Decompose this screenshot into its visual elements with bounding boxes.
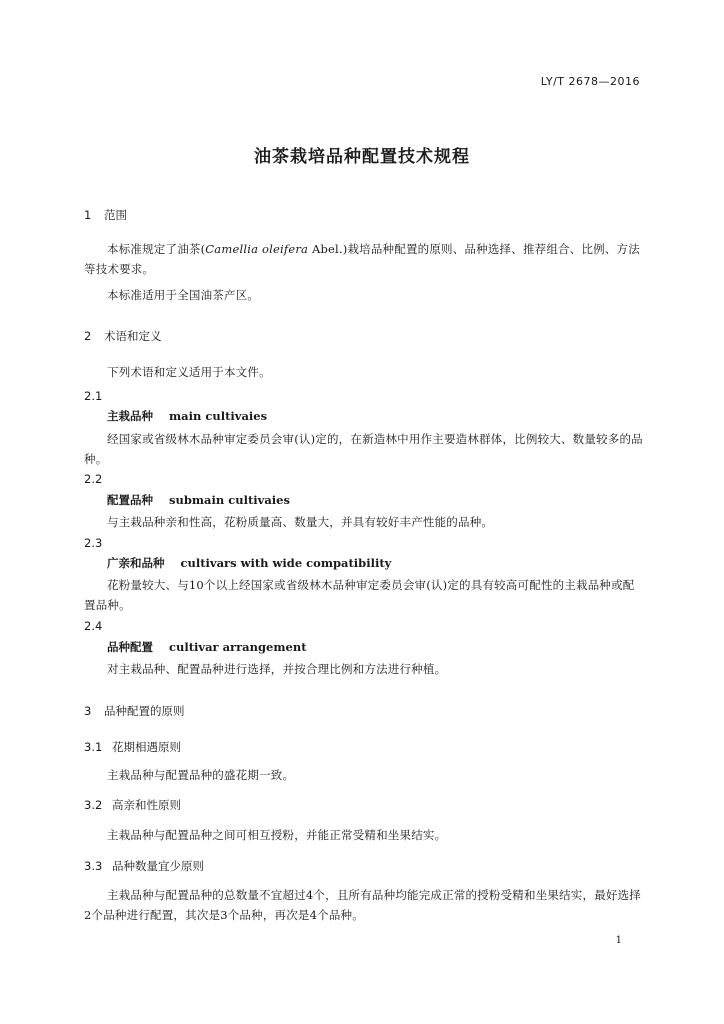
term-number: 2.4	[84, 619, 103, 633]
term-english: cultivar arrangement	[169, 640, 307, 654]
term-chinese: 广亲和品种	[107, 556, 165, 570]
term-english: cultivars with wide compatibility	[180, 556, 392, 570]
term-entry	[107, 639, 307, 655]
term-chinese: 配置品种	[107, 493, 153, 507]
subsection-3-2-text: 主栽品种与配置品种之间可相互授粉，并能正常受精和坐果结实。	[107, 828, 447, 842]
term-chinese: 品种配置	[107, 640, 153, 654]
standard-code: LY/T 2678—2016	[540, 75, 640, 88]
term-english: submain cultivaies	[169, 493, 290, 507]
term-entry	[107, 555, 391, 571]
term-entry	[107, 492, 290, 508]
section-3-heading	[84, 703, 185, 719]
term-number: 2.1	[84, 389, 103, 403]
term-number: 2.2	[84, 472, 103, 486]
section-1-paragraph-2: 本标准适用于全国油茶产区。	[107, 288, 260, 302]
term-chinese: 主栽品种	[107, 409, 153, 423]
section-title: 术语和定义	[104, 329, 162, 343]
subsection-3-3-text: 主栽品种与配置品种的总数量不宜超过4个，且所有品种均能完成正常的授粉受精和坐果结实，最好选择2个品种进行配置，其次是3个品种，再次是4个品种。	[84, 888, 642, 922]
section-number: 2	[84, 329, 92, 343]
term-definition: 花粉量较大、与10个以上经国家或省级林木品种审定委员会审(认)定的具有较高可配性的主栽品种或配置品种。	[84, 578, 635, 612]
subsection-3-3-heading	[84, 858, 204, 874]
subsection-3-2-heading	[84, 797, 181, 813]
subsection-title: 高亲和性原则	[112, 798, 181, 812]
document-title: 油茶栽培品种配置技术规程	[254, 147, 470, 167]
section-number: 3	[84, 704, 92, 718]
subsection-title: 花期相遇原则	[112, 740, 181, 754]
term-entry	[107, 408, 267, 424]
section-1-heading	[84, 207, 127, 223]
term-definition: 对主栽品种、配置品种进行选择，并按合理比例和方法进行种植。	[107, 662, 447, 676]
subsection-number: 3.3	[84, 859, 103, 873]
page-number: 1	[615, 935, 622, 946]
section-2-intro: 下列术语和定义适用于本文件。	[107, 365, 271, 379]
term-definition: 经国家或省级林木品种审定委员会审(认)定的，在新造林中用作主要造林群体，比例较大、数量较多的品种。	[84, 432, 643, 466]
subsection-number: 3.2	[84, 798, 103, 812]
section-title: 范围	[104, 208, 127, 222]
subsection-3-1-text: 主栽品种与配置品种的盛花期一致。	[107, 768, 295, 782]
term-definition: 与主栽品种亲和性高，花粉质量高、数量大，并具有较好丰产性能的品种。	[107, 515, 494, 529]
section-2-heading	[84, 328, 162, 344]
subsection-number: 3.1	[84, 740, 103, 754]
section-1-paragraph-1: 本标准规定了油茶(Camellia oleifera Abel.)栽培品种配置的原则、品种选择、推荐组合、比例、方法等技术要求。	[84, 242, 640, 276]
section-title: 品种配置的原则	[104, 704, 185, 718]
term-number: 2.3	[84, 536, 103, 550]
section-number: 1	[84, 208, 92, 222]
subsection-3-1-heading	[84, 739, 181, 755]
term-english: main cultivaies	[169, 409, 268, 423]
subsection-title: 品种数量宜少原则	[112, 859, 204, 873]
